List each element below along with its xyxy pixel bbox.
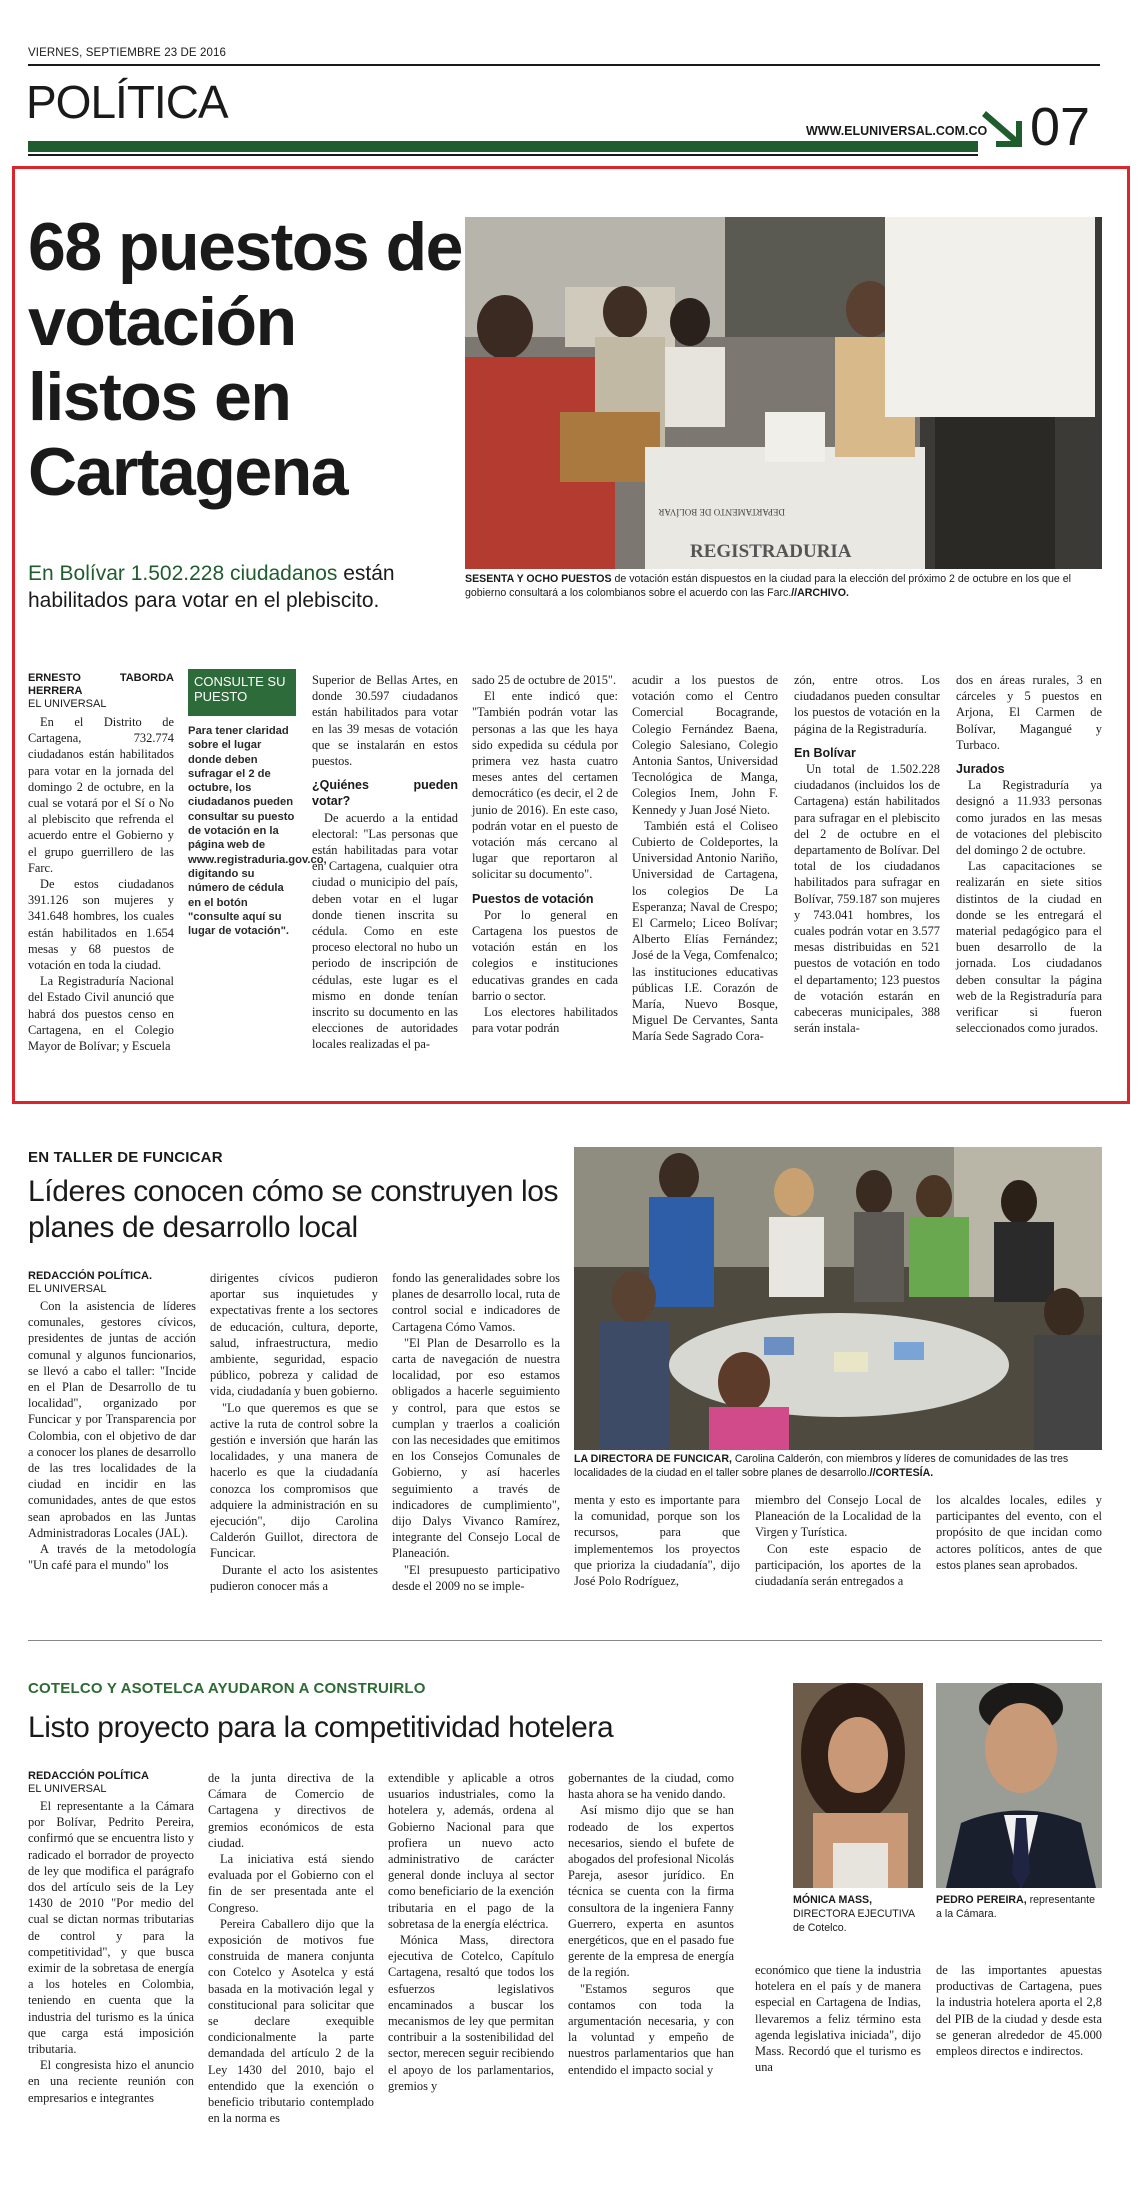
story3-col-3 — [388, 1770, 554, 2094]
story1-paragraph: sado 25 de octubre de 2015". — [472, 673, 617, 687]
story3-paragraph: extendible y aplicable a otros usuarios industriales, como la hotelera y, además, ordena al Gobierno Nacional para que profiera un nuevo acto administrativo de carácter general donde incluya al sector como beneficiario de la exención tributaria en el pago de la sobretasa de la energía eléctrica. — [388, 1771, 554, 1931]
story3-paragraph: La iniciativa está siendo evaluada por el Gobierno con el fin de ser presentada ante el Congreso. — [208, 1852, 374, 1915]
story2-paragraph: dirigentes cívicos pudieron aportar sus inquietudes y expectativas frente a los sectores de educación, cultura, deporte, salud, infraestructura, medio ambiente, seguridad, espacio público, pobreza y calidad de vida, ciudadanía y buen gobierno. — [210, 1271, 378, 1399]
story2-paragraph: "Lo que queremos es que se active la ruta de control sobre la gestión e inversión que harán las localidades, y una manera de hacerlo es que la ciudadanía conozca los compromisos que adquiere la administración en su ejecución", dijo Carolina Calderón Guillot, directora de Funcicar. — [210, 1400, 378, 1561]
story2-paragraph: Durante el acto los asistentes pudieron conocer más a — [210, 1562, 378, 1593]
section-rule-thin — [28, 154, 978, 156]
story3-byline — [28, 1770, 194, 1783]
story1-headline: 68 puestos de votación listos en Cartagena — [28, 209, 462, 510]
story1-col-6 — [794, 672, 940, 1036]
photo-registraduria-sign: REGISTRADURIA — [690, 541, 852, 562]
story1-col-7 — [956, 672, 1102, 1036]
story3-caption1-text: DIRECTORA EJECUTIVA de Cotelco. — [793, 1908, 915, 1934]
story2-col-6 — [936, 1492, 1102, 1573]
story3-byline-org: EL UNIVERSAL — [28, 1783, 107, 1795]
story2-paragraph: Con este espacio de participación, los aportes de la ciudadanía serán entregados a — [755, 1541, 921, 1589]
story3-paragraph: Así mismo dijo que se han rodeado de los expertos necesarios, siendo el bufete de abogados del profesional Nicolás Pareja, asesor jurídico. En técnica se cuenta con la firma consultora de la ingeniera Fanny Guerrero, experta en asuntos energéticos, que en el pasado fue gerente de la empresa de energía de la región. — [568, 1803, 734, 1980]
story2-byline — [28, 1270, 196, 1283]
story2-col-3 — [392, 1270, 560, 1594]
story3-col-2 — [208, 1770, 374, 2126]
story1-paragraph: La Registraduría ya designó a 11.933 personas como jurados en las mesas de votaciones del plebiscito del domingo 2 de octubre. — [956, 778, 1102, 858]
story3-byline-name: REDACCIÓN POLÍTICA — [28, 1770, 149, 1782]
story2-paragraph: menta y esto es importante para la comunidad, porque son los recursos, para que implementemos los proyectos que prioriza la ciudadanía", dijo José Polo Rodríguez, — [574, 1493, 740, 1589]
story3-paragraph: económico que tiene la industria hotelera en el país y de manera especial en Cartagena de Indias, llevaremos a feliz término esta agenda legislativa iniciada", dijo Mass. Recordó que el turismo es una — [755, 1963, 921, 2075]
story2-photo — [574, 1147, 1102, 1450]
story1-paragraph: De estos ciudadanos 391.126 son mujeres y 341.648 hombres, los cuales están habilitados en 1.654 mesas y 68 puestos de votación en toda la ciudad. — [28, 877, 174, 973]
story1-paragraph: Las capacitaciones se realizarán en siete sitios distintos de la ciudad en donde se les entregará el material pedagógico para el buen desarrollo de la jornada. Los ciudadanos deben consultar la página web de la Registraduría para verificar si fueron seleccionados como jurados. — [956, 859, 1102, 1036]
story3-col-6 — [936, 1962, 1102, 2059]
story3-caption2-text: representante a la Cámara. — [936, 1894, 1095, 1920]
story1-caption — [465, 572, 1102, 600]
story2-paragraph: miembro del Consejo Local de Planeación de la Localidad de la Virgen y Turística. — [755, 1493, 921, 1540]
story1-deck — [28, 560, 448, 614]
story3-paragraph: gobernantes de la ciudad, como hasta ahora se ha venido dando. — [568, 1771, 734, 1802]
story3-paragraph: de las importantes apuestas productivas de Cartagena, pues la industria hotelera aporta el 2,8 del PIB de la ciudad y desde esta se generan alrededor de 45.000 empleos directos e indirectos. — [936, 1963, 1102, 2059]
story3-paragraph: Mónica Mass, directora ejecutiva de Cotelco, Capítulo Cartagena, resaltó que todos los esfuerzos legislativos encaminados a buscar los mecanismos de ley que permitan contribuir a la sostenibilidad del sector, merecen seguir recibiendo el apoyo de los parlamentarios, gremios y — [388, 1933, 555, 2093]
story2-paragraph: fondo las generalidades sobre los planes de desarrollo local, ruta de control social e indicadores de Cartagena Cómo Vamos. — [392, 1271, 560, 1334]
story2-paragraph: "El Plan de Desarrollo es la carta de navegación de nuestra localidad, por eso estamos obligados a hacerle seguimiento y control, para que estos se cumplan y traerlos a coalición con las necesidades que emitimos en los Consejos Comunales de Gobierno, y así hacerles seguimiento a través de indicadores de cumplimiento", dijo Dalys Vivanco Ramírez, integrante del Consejo Local de Planeación. — [392, 1335, 560, 1561]
section-rule — [28, 141, 978, 152]
story3-paragraph: El congresista hizo el anuncio en una reciente reunión con empresarios e integrantes — [28, 2058, 194, 2105]
story3-col-1 — [28, 1770, 194, 2106]
story2-caption-credit: //CORTESÍA. — [869, 1467, 934, 1479]
story3-col-4 — [568, 1770, 734, 2078]
story1-paragraph: Superior de Bellas Artes, en donde 30.597 ciudadanos están habilitados para votar en las 39 mesas de votación que se instalarán en estos puestos. — [312, 673, 458, 769]
story2-paragraph: Con la asistencia de líderes comunales, gestores cívicos, presidentes de juntas de acción comunal y algunos funcionarios, se llevó a cabo el taller: "Incide en el Plan de Desarrollo de tu localidad", organizado por Funcicar y por Transparencia por Colombia, con el objetivo de dar a conocer los planes de desarrollo de las tres localidades de la ciudad en incidir en las comunidades, antes de que estos sean aprobados en las Juntas Administradoras Locales (JAL). — [28, 1299, 196, 1540]
story2-col-5 — [755, 1492, 921, 1589]
story2-byline-name: REDACCIÓN POLÍTICA. — [28, 1270, 153, 1282]
story2-kicker: EN TALLER DE FUNCICAR — [28, 1149, 223, 1166]
story1-subhead: Puestos de votación — [472, 891, 594, 906]
issue-date: VIERNES, SEPTIEMBRE 23 DE 2016 — [28, 47, 226, 59]
site-url: WWW.ELUNIVERSAL.COM.CO — [806, 124, 988, 138]
story1-paragraph: acudir a los puestos de votación como el Centro Comercial Bocagrande, Colegio Fernández Baena, Colegio Salesiano, Colegio Antonia Santos, Universidad Tecnológica de Manga, Colegios Inem, John F. Kennedy y Juan José Nieto. — [632, 673, 778, 817]
story1-paragraph: Un total de 1.502.228 ciudadanos (incluidos los de Cartagena) están habilitados para sufragar en el plebiscito del 2 de octubre en el departamento de Bolívar. Del total de los ciudadanos habilitados para sufragar en Bolívar, 759.187 son mujeres y 743.041 hombres, los cuales podrán votar en 3.577 mesas distribuidas en 521 puestos de votación en todo el departamento; 123 puestos de votación estarán en cabeceras municipales, 388 serán instala- — [794, 762, 940, 1036]
story1-caption-credit: //ARCHIVO. — [791, 587, 849, 599]
arrow-icon — [980, 107, 1026, 149]
story-divider — [28, 1640, 1102, 1641]
story3-photo-pereira — [936, 1683, 1102, 1888]
story1-col-5 — [632, 672, 778, 1045]
story1-paragraph: zón, entre otros. Los ciudadanos pueden consultar los puestos de votación en la página de la Registraduría. — [794, 673, 940, 736]
story2-caption-bold: LA DIRECTORA DE FUNCICAR, — [574, 1453, 732, 1465]
story1-col-3 — [312, 672, 458, 1053]
story3-paragraph: Pereira Caballero dijo que la exposición de motivos fue construida de manera conjunta con Cotelco y Asotelca y está basada en la motivación legal y constitucional para solicitar que se declare exequible condicionalmente la parte demandada del artículo 2 de la Ley 1430 del 2010, bajo el entendido que la exención o beneficio tributario contemplado en la norma es — [208, 1916, 374, 2126]
sidebar-title: CONSULTE SU PUESTO — [188, 669, 296, 716]
story2-caption — [574, 1452, 1102, 1480]
story3-photo-mass — [793, 1683, 923, 1888]
story1-deck-bold: En Bolívar 1.502.228 ciudadanos — [28, 562, 338, 585]
story2-byline-org: EL UNIVERSAL — [28, 1283, 107, 1295]
story2-col-1 — [28, 1270, 196, 1573]
story2-col-4 — [574, 1492, 740, 1589]
story3-caption1-bold: MÓNICA MASS, — [793, 1894, 873, 1906]
story3-paragraph: El representante a la Cámara por Bolívar, Pedrito Pereira, confirmó que se encuentra listo y radicado el borrador de proyecto de ley que modifica el parágrafo dos del artículo seis de la Ley 1430 de 2010 "Por medio del cual se dictan normas tributarias de control y para la competitividad", y que busca eximir de la sobretasa de energía a los hoteles en Colombia, teniendo en cuenta que la industria del turismo es la única que carga está imposición tributaria. — [28, 1799, 194, 2057]
story1-subhead: En Bolívar — [794, 745, 856, 760]
story1-paragraph: De acuerdo a la entidad electoral: "Las personas que están habilitadas para votar en Cartagena, cualquier otra ciudad o municipio del país, deben votar en el lugar donde tienen inscrita su cédula. Como en este proceso electoral no hubo un periodo de inscripción de cédulas, este lugar es el mismo en donde tenían inscrito su documento en las elecciones de autoridades locales realizadas el pa- — [312, 810, 458, 1052]
story1-photo — [465, 217, 1102, 569]
story2-headline: Líderes conocen cómo se construyen los planes de desarrollo local — [28, 1175, 559, 1244]
story1-byline-name: ERNESTO TABORDA HERRERA — [28, 672, 174, 697]
sidebar-text: Para tener claridad sobre el lugar donde deben sufragar el 2 de octubre, los ciudadanos pueden consultar su puesto de votación en la página web de www.registraduria.gov.co, digitando su número de cédula en el botón "consulte aquí su lugar de votación". — [188, 725, 327, 938]
story1-paragraph: Por lo general en Cartagena los puestos de votación están en los colegios e instituciones educativas grandes en cada barrio o sector. — [472, 907, 618, 1003]
story3-caption-pereira — [936, 1893, 1102, 1921]
photo-ballot-text: DEPARTAMENTO DE BOLÍVAR — [658, 507, 785, 517]
story1-caption-text: de votación están dispuestos en la ciudad para la elección del próximo 2 de octubre en los que el gobierno consultará a los colombianos sobre el acuerdo con las Farc. — [465, 573, 1071, 599]
story1-deck-rest: están habilitados para votar en el plebiscito. — [28, 562, 395, 612]
story1-byline-org: EL UNIVERSAL — [28, 698, 107, 710]
story1-col-1 — [28, 672, 174, 1054]
story1-paragraph: También está el Coliseo Cubierto de Coldeportes, la Universidad Antonio Nariño, Universidad de Cartagena, los colegios De La Esperanza; Naval de Crespo; El Carmelo; Liceo Bolívar; Alberto Elías Fernández; José de la Vega, Comfenalco; las instituciones educativas públicas I.E. Corazón de María, Nuevo Bosque, Miguel De Cervantes, Santa María Sede Sagrado Cora- — [632, 818, 779, 1044]
story1-paragraph: Los electores habilitados para votar podrán — [472, 1005, 618, 1036]
page-number: 07 — [1030, 97, 1091, 157]
sidebar-box — [188, 669, 327, 938]
story1-paragraph: En el Distrito de Cartagena, 732.774 ciudadanos están habilitados para votar en la jornada del domingo 2 de octubre, en la cual se votará por el Sí o No al plebiscito que refrenda el acuerdo entre el Gobierno y el grupo guerrillero de las Farc. — [28, 715, 174, 875]
story2-caption-text: Carolina Calderón, con miembros y líderes de comunidades de las tres localidades de la ciudad en el taller sobre planes de desarrollo. — [574, 1453, 1069, 1479]
story3-paragraph: de la junta directiva de la Cámara de Comercio de Cartagena y directivos de gremios económicos de esta ciudad. — [208, 1771, 374, 1850]
section-title: POLÍTICA — [26, 76, 228, 128]
story2-paragraph: los alcaldes locales, ediles y participantes del evento, con el propósito de que incidan como actores políticos, antes de que estos planes sean aprobados. — [936, 1493, 1102, 1572]
story3-kicker: COTELCO Y ASOTELCA AYUDARON A CONSTRUIRLO — [28, 1680, 426, 1697]
story1-byline — [28, 672, 174, 698]
story3-headline: Listo proyecto para la competitividad hotelera — [28, 1711, 614, 1744]
story1-subhead: Jurados — [956, 762, 1005, 777]
story1-col-4 — [472, 672, 618, 1036]
story1-subhead: ¿Quiénes pueden votar? — [312, 778, 458, 809]
story3-paragraph: "Estamos seguros que contamos con toda la argumentación necesaria, y con la voluntad y empeño de nuestros parlamentarios que han entendido el impacto social y — [568, 1981, 734, 2077]
story1-caption-bold: SESENTA Y OCHO PUESTOS — [465, 573, 612, 585]
story3-col-5 — [755, 1962, 921, 2075]
story1-paragraph: El ente indicó que: "También podrán votar las personas a las que les haya sido expedida su cédula por primera vez hasta cuatro meses antes del certamen democrático (es decir, el 2 de junio de 2016). En este caso, podrán votar en el puesto de votación más cercano al lugar que reportaron al solicitar su documento". — [472, 689, 618, 882]
story2-paragraph: "El presupuesto participativo desde el 2009 no se imple- — [392, 1562, 560, 1593]
story1-paragraph: La Registraduría Nacional del Estado Civil anunció que habrá dos puestos censo en Cartagena, en el Colegio Mayor de Bolívar; y Escuela — [28, 974, 174, 1054]
story3-caption2-bold: PEDRO PEREIRA, — [936, 1894, 1027, 1906]
story2-paragraph: A través de la metodología "Un café para el mundo" los — [28, 1542, 196, 1573]
story1-paragraph: dos en áreas rurales, 3 en cárceles y 5 puestos en Arjona, El Carmen de Bolívar, Magangué y Turbaco. — [956, 673, 1102, 752]
story2-col-2 — [210, 1270, 378, 1594]
story3-caption-mass — [793, 1893, 927, 1935]
masthead-top-rule — [28, 64, 1100, 66]
